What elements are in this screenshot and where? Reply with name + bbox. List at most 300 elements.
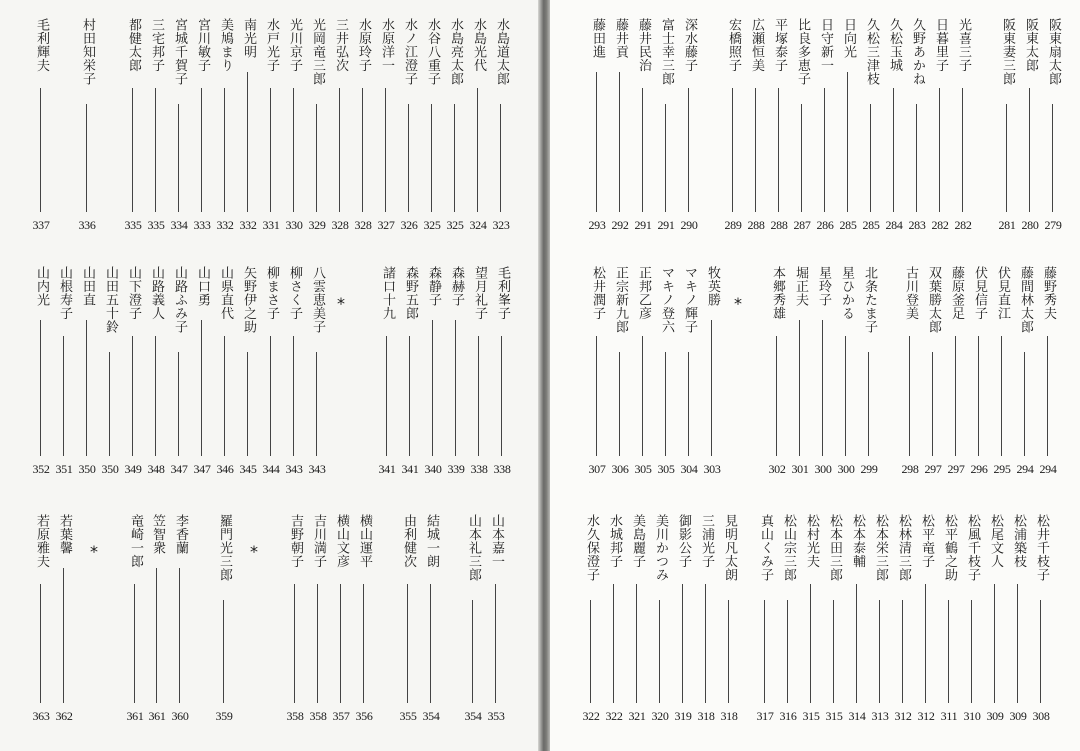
index-entry	[283, 18, 305, 234]
entry-name: 山田五十鈴	[103, 266, 118, 334]
index-entry	[1037, 266, 1059, 478]
leader-line	[856, 584, 857, 703]
entry-name: 望月礼子	[472, 266, 487, 320]
entry-name: 横山運平	[357, 514, 372, 568]
entry-page-number: 289	[724, 218, 742, 232]
index-entry	[145, 18, 167, 234]
entry-name: 松林清三郎	[896, 514, 911, 582]
entry-name: 藤間林太郎	[1018, 266, 1033, 334]
leader-line	[478, 336, 479, 456]
entry-page-number: 347	[193, 462, 211, 476]
index-entry	[491, 266, 513, 478]
leader-line	[247, 352, 248, 456]
index-entry	[490, 18, 512, 234]
entry-name: 吉川満子	[311, 514, 326, 568]
leader-line	[705, 584, 706, 703]
index-entry	[375, 18, 397, 234]
entry-page-number: 358	[309, 709, 327, 723]
entry-page-number: 363	[32, 709, 50, 723]
index-entry	[984, 514, 1006, 725]
index-entry	[462, 514, 484, 725]
index-entry	[655, 18, 677, 234]
entry-name: 吉野朝子	[288, 514, 303, 568]
entry-page-number: 322	[605, 709, 623, 723]
leader-line	[659, 600, 660, 703]
entry-name: 森赫子	[449, 266, 464, 307]
leader-line	[1001, 336, 1002, 456]
entry-name: 山内光	[34, 266, 49, 307]
leader-line	[824, 88, 825, 212]
leader-line	[270, 88, 271, 212]
index-entry	[146, 514, 168, 725]
index-entry	[445, 266, 467, 478]
index-entry	[145, 266, 167, 478]
entry-name: 諸口十九	[380, 266, 395, 320]
index-entry	[906, 18, 928, 234]
leader-line	[86, 320, 87, 456]
index-entry	[283, 266, 305, 478]
index-entry	[330, 514, 352, 725]
index-entry	[745, 18, 767, 234]
entry-name: 李香蘭	[173, 514, 188, 555]
entry-page-number: 344	[262, 462, 280, 476]
index-entry	[915, 514, 937, 725]
leader-line	[711, 320, 712, 456]
entry-name: 正邦乙彦	[636, 266, 651, 320]
entry-page-number: 356	[355, 709, 373, 723]
leader-line	[902, 600, 903, 703]
index-entry	[922, 266, 944, 478]
entry-page-number: 283	[908, 218, 926, 232]
leader-line	[430, 584, 431, 703]
entry-name: 山田直	[80, 266, 95, 307]
entry-name: 伏見信子	[972, 266, 987, 320]
entry-page-number: 290	[680, 218, 698, 232]
entry-page-number: 288	[770, 218, 788, 232]
entry-page-number: 361	[148, 709, 166, 723]
entry-name: 伏見直江	[995, 266, 1010, 320]
entry-name: 日守新一	[818, 18, 833, 72]
entry-page-number: 291	[634, 218, 652, 232]
index-entry	[791, 18, 813, 234]
index-entry	[835, 266, 857, 478]
index-entry	[768, 18, 790, 234]
entry-page-number: 343	[285, 462, 303, 476]
index-entry	[968, 266, 990, 478]
entry-page-number: 305	[657, 462, 675, 476]
leader-line	[223, 600, 224, 703]
entry-page-number: 305	[634, 462, 652, 476]
leader-line	[596, 336, 597, 456]
entry-name: 松本泰輔	[850, 514, 865, 568]
entry-page-number: 296	[970, 462, 988, 476]
leader-line	[1006, 104, 1007, 212]
index-entry	[398, 18, 420, 234]
entry-name: 若原雅夫	[34, 514, 49, 568]
index-entry	[399, 266, 421, 478]
leader-line	[799, 320, 800, 456]
entry-page-number: 354	[422, 709, 440, 723]
entry-page-number: 303	[703, 462, 721, 476]
leader-line	[132, 336, 133, 456]
leader-line	[665, 104, 666, 212]
entry-name: 松風千枝子	[965, 514, 980, 582]
entry-page-number: 304	[680, 462, 698, 476]
leader-line	[971, 600, 972, 703]
leader-line	[962, 88, 963, 212]
entry-page-number: 310	[963, 709, 981, 723]
entry-name: 松村光夫	[804, 514, 819, 568]
leader-line	[1040, 600, 1041, 703]
index-entry	[632, 266, 654, 478]
entry-name: 山口勇	[195, 266, 210, 307]
entry-name: 本郷秀雄	[770, 266, 785, 320]
entry-page-number: 316	[779, 709, 797, 723]
leader-line	[870, 104, 871, 212]
leader-line	[590, 600, 591, 703]
entry-page-number: 295	[993, 462, 1011, 476]
entry-page-number: 293	[588, 218, 606, 232]
entry-name: 古川登美	[903, 266, 918, 320]
index-entry	[580, 514, 602, 725]
leader-line	[978, 336, 979, 456]
leader-line	[63, 568, 64, 703]
entry-name: 松平竜子	[919, 514, 934, 568]
index-entry	[929, 18, 951, 234]
leader-line	[845, 336, 846, 456]
entry-page-number: 334	[170, 218, 188, 232]
leader-line	[224, 88, 225, 212]
entry-page-number: 294	[1016, 462, 1034, 476]
index-entry	[306, 266, 328, 478]
entry-name: 水ノ江澄子	[402, 18, 417, 86]
entry-page-number: 353	[487, 709, 505, 723]
entry-name: 山根寿子	[57, 266, 72, 320]
entry-page-number: 297	[947, 462, 965, 476]
entry-name: 久松三津枝	[864, 18, 879, 86]
entry-page-number: 292	[611, 218, 629, 232]
leader-line	[316, 104, 317, 212]
entry-name: 笠智衆	[150, 514, 165, 555]
entry-name: 御影公子	[676, 514, 691, 568]
entry-page-number: 323	[492, 218, 510, 232]
entry-page-number: 361	[126, 709, 144, 723]
entry-page-number: 358	[286, 709, 304, 723]
index-entry	[899, 266, 921, 478]
entry-page-number: 287	[793, 218, 811, 232]
entry-name: 山下澄子	[126, 266, 141, 320]
entry-page-number: 285	[839, 218, 857, 232]
entry-name: 阪東妻三郎	[1000, 18, 1015, 86]
index-entry	[858, 266, 880, 478]
leader-line	[776, 336, 777, 456]
entry-name: 星玲子	[816, 266, 831, 307]
leader-line	[665, 352, 666, 456]
leader-line	[340, 584, 341, 703]
entry-name: 宮川敏子	[195, 18, 210, 72]
entry-name: 堀正夫	[793, 266, 808, 307]
entry-name: 双葉勝太郎	[926, 266, 941, 334]
index-entry	[586, 266, 608, 478]
entry-page-number: 341	[378, 462, 396, 476]
entry-name: 水原洋一	[379, 18, 394, 72]
leader-line	[500, 104, 501, 212]
leader-line	[472, 600, 473, 703]
leader-line	[916, 104, 917, 212]
index-entry	[421, 18, 443, 234]
leader-line	[755, 88, 756, 212]
entry-page-number: 324	[469, 218, 487, 232]
leader-line	[925, 584, 926, 703]
entry-name: 藤井民治	[636, 18, 651, 72]
entry-name: 毛利輝夫	[34, 18, 49, 72]
index-entry	[609, 18, 631, 234]
index-entry	[468, 266, 490, 478]
index-entry	[214, 266, 236, 478]
entry-page-number: 355	[399, 709, 417, 723]
entry-name: 松本田三郎	[827, 514, 842, 582]
leader-line	[642, 88, 643, 212]
index-entry	[678, 18, 700, 234]
leader-line	[822, 320, 823, 456]
entry-name: 三宅邦子	[149, 18, 164, 72]
entry-name: 水谷八重子	[425, 18, 440, 86]
entry-name: 山路義人	[149, 266, 164, 320]
leader-line	[688, 88, 689, 212]
entry-name: 光喜三子	[956, 18, 971, 72]
entry-name: 日暮里子	[933, 18, 948, 72]
entry-page-number: 309	[1009, 709, 1027, 723]
entry-page-number: 291	[657, 218, 675, 232]
entry-page-number: 313	[871, 709, 889, 723]
entry-name: 美川かつみ	[653, 514, 668, 582]
entry-page-number: 331	[262, 218, 280, 232]
leader-line	[613, 584, 614, 703]
right-page	[550, 0, 1080, 751]
index-entry	[1019, 18, 1041, 234]
entry-name: 水島亮太郎	[448, 18, 463, 86]
leader-line	[454, 104, 455, 212]
leader-line	[948, 600, 949, 703]
entry-name: 日向光	[841, 18, 856, 59]
leader-line	[155, 88, 156, 212]
leader-line	[432, 320, 433, 456]
entry-name: 富士幸三郎	[659, 18, 674, 86]
index-entry	[260, 18, 282, 234]
entry-page-number: 298	[901, 462, 919, 476]
entry-page-number: 338	[493, 462, 511, 476]
entry-page-number: 357	[332, 709, 350, 723]
entry-page-number: 315	[825, 709, 843, 723]
entry-page-number: 320	[651, 709, 669, 723]
leader-line	[132, 88, 133, 212]
leader-line	[339, 88, 340, 212]
leader-line	[224, 336, 225, 456]
index-entry	[214, 18, 236, 234]
index-entry	[777, 514, 799, 725]
entry-name: 水久保澄子	[584, 514, 599, 582]
entry-name: 阪東太郎	[1023, 18, 1038, 72]
index-entry	[603, 514, 625, 725]
entry-name: 比良多恵子	[795, 18, 810, 86]
entry-page-number: 360	[171, 709, 189, 723]
leader-line	[109, 352, 110, 456]
index-entry	[124, 514, 146, 725]
entry-page-number: 308	[1032, 709, 1050, 723]
index-entry	[892, 514, 914, 725]
leader-line	[642, 336, 643, 456]
leader-line	[868, 352, 869, 456]
entry-name: 松井千枝子	[1034, 514, 1049, 582]
leader-line	[495, 584, 496, 703]
entry-page-number: 337	[32, 218, 50, 232]
entry-name: 松本栄三郎	[873, 514, 888, 582]
index-entry	[53, 266, 75, 478]
entry-page-number: 335	[147, 218, 165, 232]
entry-name: 横山文彦	[334, 514, 349, 568]
leader-line	[293, 88, 294, 212]
entry-page-number: 312	[894, 709, 912, 723]
entry-page-number: 351	[55, 462, 73, 476]
index-entry	[467, 18, 489, 234]
leader-line	[293, 336, 294, 456]
leader-line	[317, 584, 318, 703]
entry-name: 藤原釜足	[949, 266, 964, 320]
leader-line	[728, 600, 729, 703]
entry-page-number: 350	[101, 462, 119, 476]
entry-name: 美島麗子	[630, 514, 645, 568]
entry-name: 広瀬恒美	[749, 18, 764, 72]
entry-page-number: 281	[998, 218, 1016, 232]
index-entry	[1042, 18, 1064, 234]
leader-line	[879, 600, 880, 703]
leader-line	[247, 72, 248, 212]
index-entry	[609, 266, 631, 478]
entry-name: 藤田進	[590, 18, 605, 59]
leader-line	[178, 352, 179, 456]
leader-line	[764, 600, 765, 703]
index-entry	[30, 266, 52, 478]
entry-name: 山路ふみ子	[172, 266, 187, 334]
entry-page-number: 341	[401, 462, 419, 476]
leader-line	[179, 568, 180, 703]
leader-line	[86, 104, 87, 212]
leader-line	[1047, 336, 1048, 456]
entry-name: 光川京子	[287, 18, 302, 72]
entry-name: 松尾文人	[988, 514, 1003, 568]
index-entry	[812, 266, 834, 478]
leader-line	[596, 72, 597, 212]
index-entry	[76, 266, 98, 478]
index-entry	[213, 514, 235, 725]
index-entry	[655, 266, 677, 478]
entry-name: 藤野秀夫	[1041, 266, 1056, 320]
leader-line	[688, 352, 689, 456]
entry-name: 三井弘次	[333, 18, 348, 72]
leader-line	[431, 104, 432, 212]
index-entry	[961, 514, 983, 725]
entry-name: 久野あかね	[910, 18, 925, 86]
entry-page-number: 318	[720, 709, 738, 723]
index-entry	[718, 514, 740, 725]
leader-line	[1052, 104, 1053, 212]
leader-line	[201, 88, 202, 212]
entry-page-number: 301	[791, 462, 809, 476]
index-entry	[823, 514, 845, 725]
leader-line	[63, 336, 64, 456]
entry-page-number: 284	[885, 218, 903, 232]
leader-line	[909, 336, 910, 456]
entry-page-number: 332	[216, 218, 234, 232]
leader-line	[932, 352, 933, 456]
leader-line	[201, 320, 202, 456]
entry-page-number: 325	[446, 218, 464, 232]
leader-line	[407, 584, 408, 703]
index-entry	[284, 514, 306, 725]
entry-name: 森静子	[426, 266, 441, 307]
entry-name: 松井潤子	[590, 266, 605, 320]
entry-name: 星ひかる	[839, 266, 854, 320]
leader-line	[1024, 352, 1025, 456]
leader-line	[1029, 88, 1030, 212]
entry-name: 都健太郎	[126, 18, 141, 72]
entry-name: 山県直代	[218, 266, 233, 320]
entry-name: 八雲恵美子	[310, 266, 325, 334]
entry-page-number: 282	[931, 218, 949, 232]
entry-name: マキノ登六	[659, 266, 674, 334]
index-entry	[991, 266, 1013, 478]
entry-name: 平塚泰子	[772, 18, 787, 72]
leader-line	[363, 584, 364, 703]
index-entry	[766, 266, 788, 478]
leader-line	[156, 568, 157, 703]
entry-page-number: 327	[377, 218, 395, 232]
entry-page-number: 319	[674, 709, 692, 723]
leader-line	[40, 320, 41, 456]
index-entry	[846, 514, 868, 725]
entry-page-number: 288	[747, 218, 765, 232]
entry-page-number: 345	[239, 462, 257, 476]
entry-page-number: 348	[147, 462, 165, 476]
entry-page-number: 307	[588, 462, 606, 476]
index-entry	[122, 18, 144, 234]
leader-line	[386, 336, 387, 456]
section-separator-asterisk: *	[90, 542, 98, 561]
index-entry	[122, 266, 144, 478]
index-entry	[1007, 514, 1029, 725]
index-entry	[76, 18, 98, 234]
entry-page-number: 332	[239, 218, 257, 232]
leader-line	[619, 72, 620, 212]
entry-page-number: 328	[331, 218, 349, 232]
entry-name: 毛利峯子	[495, 266, 510, 320]
leader-line	[619, 352, 620, 456]
index-entry	[169, 514, 191, 725]
index-entry	[945, 266, 967, 478]
entry-name: 若葉馨	[57, 514, 72, 555]
leader-line	[134, 584, 135, 703]
entry-name: 水戸光子	[264, 18, 279, 72]
index-entry	[1030, 514, 1052, 725]
entry-name: 藤井貢	[613, 18, 628, 59]
entry-name: 久松玉城	[887, 18, 902, 72]
leader-line	[994, 584, 995, 703]
entry-page-number: 302	[768, 462, 786, 476]
leader-line	[955, 336, 956, 456]
index-entry	[938, 514, 960, 725]
leader-line	[455, 320, 456, 456]
index-entry	[996, 18, 1018, 234]
